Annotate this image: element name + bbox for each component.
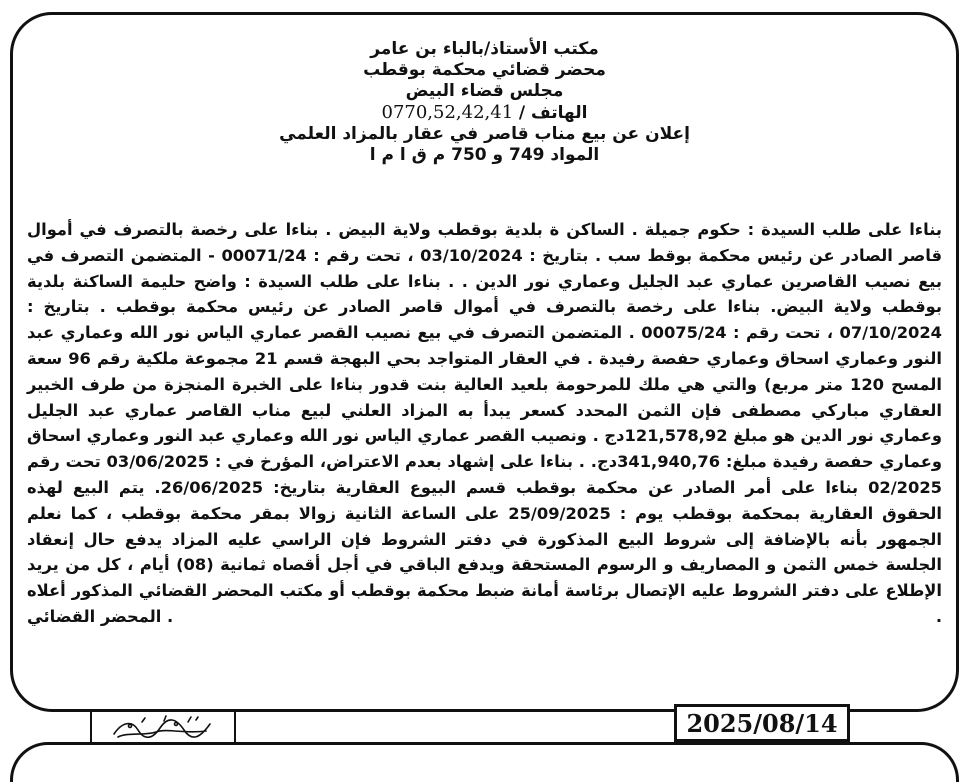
- notice-title: إعلان عن بيع مناب قاصر في عقار بالمزاد العلمي: [279, 124, 690, 144]
- phone-line: [13, 102, 956, 124]
- office-line: مكتب الأستاذ/بالباء بن عامر: [370, 39, 599, 59]
- phone-number: 0770,52,42,41: [381, 102, 514, 123]
- publication-date: 2025/08/14: [674, 704, 850, 742]
- newspaper-logo-stamp: [90, 710, 236, 746]
- notice-body-text: بناءا على طلب السيدة : حكوم جميلة . الساكن ة بلدية بوقطب ولاية البيض . بناءا على رخصة بالتصرف في أموال قاصر الصادر عن رئيس محكمة بوقط سب . بتاريخ : 03/10/2024 ، تحت رقم : 00071/24 - المتضمن التصرف في بيع نصيب القاصرين عماري عبد الجليل وعماري نور الدين . . بناءا على طلب السيدة : واضح حليمة الساكنة بلدية بوقطب ولاية البيض. بناءا على رخصة بالتصرف في أموال قاصر الصادر عن رئيس محكمة بوقطب . بتاريخ : 07/10/2024 ، تحت رقم : 00075/24 . المتضمن التصرف في بيع نصيب القصر عماري الياس نور الله وعماري عبد النور وعماري اسحاق وعماري حفصة رفيدة . في العقار المتواجد بحي البهجة قسم 21 مجموعة ملكية رقم 96 سعة المسح 120 متر مربع) والتي هي ملك للمرحومة بلعيد العالية بنت قدور بناءا على الخبرة المنجزة من طرف الخبير العقاري مباركي مصطفى فإن الثمن المحدد كسعر يبدأ به المزاد العلني لبيع مناب القاصر عماري عبد الجليل وعماري نور الدين هو مبلغ 121,578,92دج . ونصيب القصر عماري الياس نور الله وعماري عبد النور وعماري اسحاق وعماري حفصة رفيدة مبلغ: 341,940,76دج. . بناءا على إشهاد بعدم الاعتراض، المؤرخ في : 03/06/2025 تحت رقم 02/2025 بناءا على أمر الصادر عن محكمة بوقطب قسم البيوع العقارية بتاريخ: 26/06/2025. يتم البيع لهذه الحقوق العقارية بمحكمة بوقطب يوم : 25/09/2025 على الساعة الثانية زوالا بمقر محكمة بوقطب ، كما نعلم الجمهور بأنه بالإضافة إلى شروط البيع المذكورة في دفتر الشروط فإن الراسي عليه المزاد يدفع حال إنعقاد الجلسة خمس الثمن و المصاريف و الرسوم المستحقة ويدفع الباقي في أجل أقصاه ثمانية (08) أيام ، كل من يريد الإطلاع على دفتر الشروط عليه الإتصال برئاسة أمانة ضبط محكمة بوقطب أو مكتب المحضر القضائي المذكور أعلاه .: [27, 220, 943, 626]
- notice-body: [27, 217, 942, 630]
- legal-notice-frame: [10, 12, 959, 712]
- logo-mark: [92, 712, 234, 744]
- role-line: محضر قضائي محكمة بوقطب: [363, 60, 606, 80]
- court-line: مجلس قضاء البيض: [405, 81, 564, 101]
- next-notice-frame: [10, 742, 959, 782]
- articles-line: المواد 749 و 750 م ق ا م ا: [369, 145, 600, 165]
- bailiff-signature: . المحضر القضائي: [27, 606, 174, 626]
- notice-header: [13, 39, 956, 166]
- phone-label: الهاتف /: [518, 103, 588, 123]
